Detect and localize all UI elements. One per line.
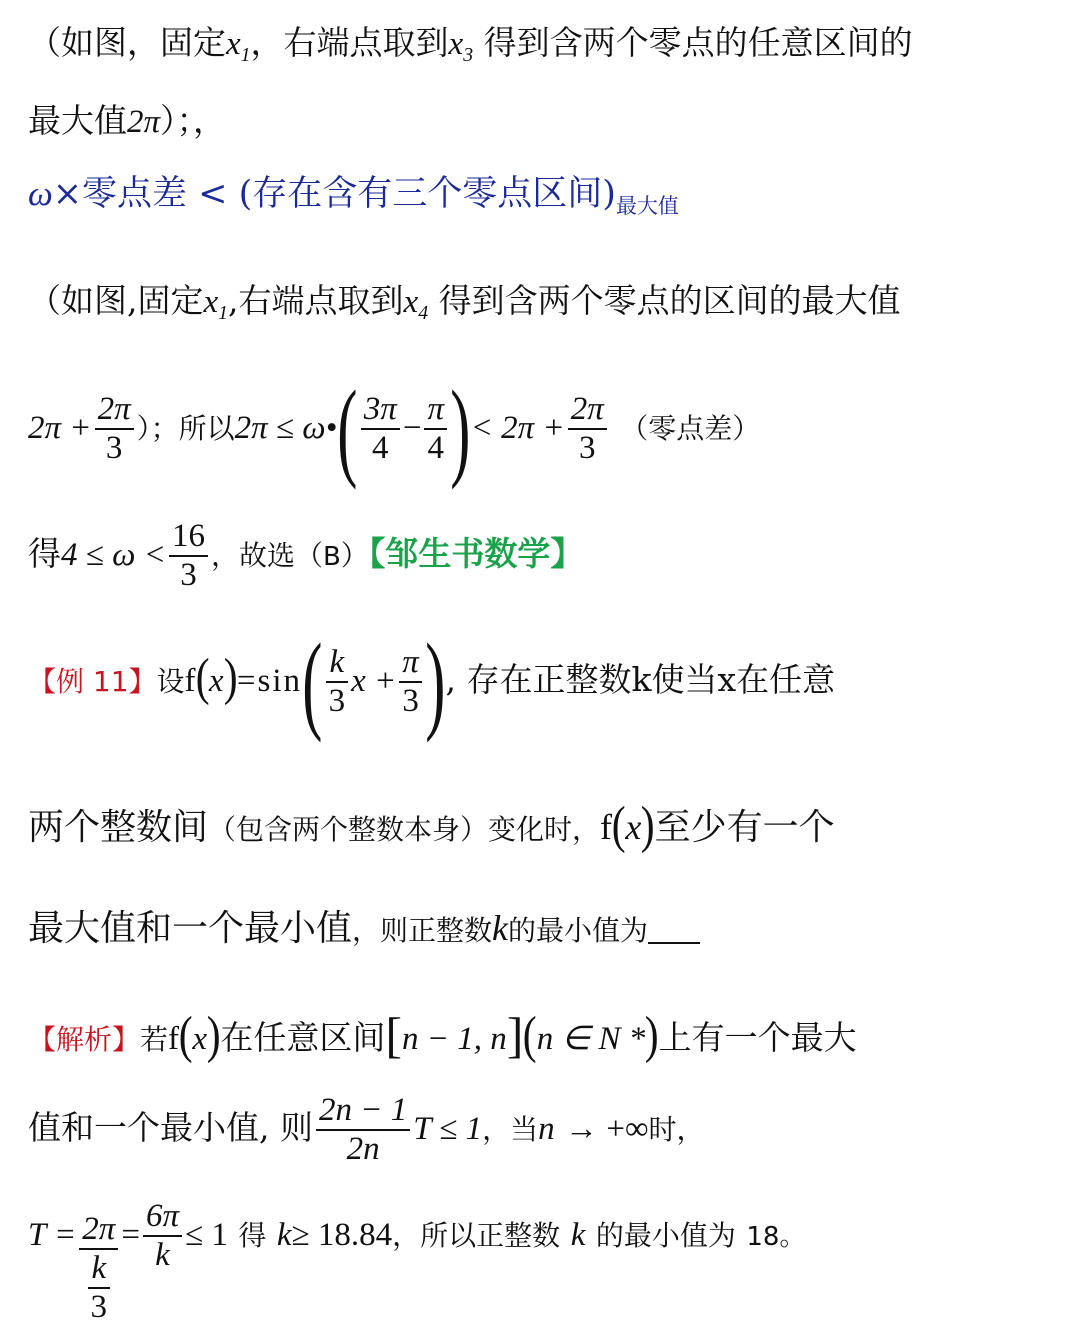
l9-text-c: 的最小值为 — [508, 914, 649, 947]
l10-x: x — [192, 1021, 208, 1057]
l5-frac-4-den: 3 — [578, 430, 596, 466]
l9-k: k — [492, 908, 509, 948]
l4-text-a: （如图,固定 — [28, 281, 204, 320]
l12-frac-1-inner-num: k — [88, 1250, 111, 1289]
l10-text-b: 在任意区间 — [220, 1018, 386, 1057]
l5-text-2: ）；所以 — [136, 412, 235, 445]
line-10 — [28, 1007, 857, 1064]
l5-frac-2-num: 3π — [361, 391, 400, 430]
l5-frac-1-num: 2π — [95, 391, 134, 430]
l11-frac-num: 2n − 1 — [316, 1092, 410, 1131]
l10-bracket-close: ] — [506, 1007, 524, 1063]
l12-frac-2 — [143, 1198, 182, 1274]
l10-text-c: 上有一个最大 — [658, 1018, 857, 1057]
l12-eq: = — [121, 1216, 140, 1253]
l1-x3-sub: 3 — [463, 43, 474, 66]
line-3 — [28, 176, 679, 217]
l4-x4-sub: 4 — [418, 301, 429, 324]
l2-text-a: 最大值 — [28, 101, 127, 140]
l4-x1-sub: 1 — [218, 301, 229, 324]
l3-text-a: ×零点差 < (存在含有三个零点区间) — [52, 174, 616, 214]
l12-frac-1 — [79, 1211, 118, 1326]
l12-text-e: 的最小值为 — [595, 1218, 736, 1252]
l6-text-a: 得 — [28, 533, 61, 573]
l7-frac-2 — [399, 644, 422, 720]
l3-omega: ω — [28, 174, 53, 213]
l5-term-1: 2π + — [28, 410, 92, 446]
l12-frac-1-inner-den: 3 — [90, 1288, 108, 1325]
l5-minus: − — [402, 410, 422, 446]
l5-term-3: 2π ≤ ω• — [234, 410, 338, 446]
l8-f: f — [600, 807, 613, 847]
l12-k2: k — [570, 1216, 586, 1253]
l7-right-paren: ) — [425, 621, 446, 743]
l6-frac-num: 16 — [169, 518, 208, 557]
l10-cond-open: ( — [523, 1007, 538, 1064]
brand-label: 【邹生书数学】 — [368, 533, 584, 573]
l12-text-a: ≤ 1 — [185, 1216, 228, 1253]
l5-right-paren: ) — [450, 368, 471, 490]
l3-subscript: 最大值 — [615, 194, 679, 218]
l7-sin: =sin — [236, 663, 302, 699]
line-4 — [28, 281, 901, 324]
l11-text-b: T ≤ 1 — [413, 1110, 483, 1147]
l10-paren-close: ) — [206, 1007, 221, 1064]
l12-text-c: ≥ 18.84 — [291, 1216, 393, 1253]
l5-frac-3 — [424, 391, 447, 467]
l1-text-a: （如图，固定 — [28, 23, 226, 62]
l1-x1 — [226, 26, 251, 66]
l1-text-b: ，右端点取到 — [250, 23, 449, 62]
l12-text-b: 得 — [238, 1218, 267, 1252]
line-9 — [28, 910, 700, 947]
l11-text-c: ，当 — [482, 1112, 539, 1146]
l11-text-a: 值和一个最小值, 则 — [28, 1107, 313, 1147]
l9-text-a: 最大值和一个最小值 — [28, 908, 353, 949]
l7-frac-2-den: 3 — [402, 683, 419, 719]
l8-paren-close: ) — [641, 797, 655, 854]
answer-blank — [648, 914, 700, 944]
l10-bracket-open: [ — [385, 1007, 402, 1063]
l5-frac-2-den: 4 — [372, 430, 389, 466]
l10-cond-close: ) — [645, 1007, 659, 1064]
l1-x1-var: x — [226, 26, 241, 62]
l4-x1 — [203, 284, 229, 324]
l8-x: x — [625, 807, 642, 847]
l11-text-e: 时， — [648, 1112, 705, 1146]
l9-text-b: ，则正整数 — [352, 914, 493, 947]
l4-x4-var: x — [403, 284, 419, 320]
l10-paren-open: ( — [178, 1007, 193, 1064]
l4-x4 — [403, 284, 429, 324]
l12-frac-2-num: 6π — [143, 1198, 182, 1237]
l7-paren-open: ( — [195, 649, 210, 706]
l12-frac-1-inner — [88, 1250, 111, 1326]
l6-frac-den: 3 — [180, 556, 197, 593]
final-answer: 18。 — [746, 1221, 806, 1252]
l12-frac-1-num: 2π — [79, 1211, 118, 1250]
l6-text-c: ） — [340, 538, 369, 572]
l10-f: f — [168, 1021, 180, 1057]
l10-condition: n ∈ N * — [536, 1021, 646, 1057]
l8-text-c: 至少有一个 — [654, 807, 835, 848]
line-7 — [28, 621, 836, 743]
l2-value: 2π — [127, 104, 161, 140]
l4-text-c: 得到含两个零点的区间的最大值 — [438, 281, 901, 320]
l5-left-paren: ( — [337, 368, 358, 490]
l11-n: n — [538, 1110, 555, 1147]
line-11 — [28, 1092, 705, 1168]
l6-frac — [169, 518, 208, 594]
l8-paren-open: ( — [611, 797, 626, 854]
l6-option: B — [322, 541, 341, 572]
l1-text-c: 得到含两个零点的任意区间的 — [483, 23, 913, 62]
l6-inequality: 4 ≤ ω < — [61, 536, 166, 573]
l4-text-b: ,右端点取到 — [228, 281, 404, 320]
l11-frac-den: 2n — [346, 1130, 380, 1167]
example-tag: 【例 11】 — [28, 665, 157, 698]
l11-text-d: → +∞ — [565, 1110, 649, 1147]
l5-frac-1 — [95, 391, 134, 467]
l10-text-a: 若 — [140, 1023, 169, 1056]
l5-term-4: < 2π + — [470, 410, 565, 446]
l6-text-b: ，故选（ — [210, 538, 323, 572]
l1-x3 — [448, 26, 474, 66]
l5-text-5: （零点差） — [620, 412, 761, 445]
line-2 — [28, 101, 227, 140]
l5-frac-3-den: 4 — [427, 430, 444, 466]
l5-frac-1-den: 3 — [105, 430, 123, 466]
l7-x: x — [208, 663, 224, 699]
l8-text-b: （包含两个整数本身）变化时， — [208, 813, 601, 846]
l5-frac-2 — [361, 391, 400, 467]
l2-text-b: ）；， — [160, 101, 227, 140]
l4-x1-var: x — [203, 284, 219, 320]
l1-x1-sub: 1 — [240, 43, 251, 66]
l8-text-a: 两个整数间 — [28, 807, 209, 848]
l7-frac-1 — [326, 644, 349, 720]
l7-f: f — [184, 663, 196, 699]
analysis-tag: 【解析】 — [28, 1023, 141, 1056]
l12-frac-2-den: k — [155, 1236, 170, 1273]
line-5 — [28, 368, 761, 490]
l5-frac-4-num: 2π — [568, 391, 607, 430]
l7-frac-1-den: 3 — [328, 683, 346, 719]
l7-plus: x + — [351, 663, 397, 699]
l11-frac — [316, 1092, 410, 1168]
l10-interval: n − 1, n — [402, 1021, 507, 1057]
l1-x3-var: x — [448, 26, 464, 62]
l12-frac-1-den — [79, 1250, 118, 1326]
line-1 — [28, 23, 913, 66]
l7-left-paren: ( — [302, 621, 323, 743]
l12-k: k — [276, 1216, 292, 1253]
line-12 — [28, 1198, 805, 1326]
l5-frac-4 — [568, 391, 607, 467]
l7-frac-1-num: k — [326, 644, 349, 683]
l12-T: T = — [28, 1216, 77, 1253]
l12-text-d: ，所以正整数 — [392, 1218, 561, 1252]
line-6 — [28, 518, 583, 594]
l7-text-a: 设 — [156, 665, 185, 698]
l5-frac-3-num: π — [424, 391, 447, 430]
l7-frac-2-num: π — [399, 644, 422, 683]
l7-paren-close: ) — [223, 649, 238, 706]
line-8 — [28, 797, 835, 854]
l7-text-b: , 存在正整数k使当x在任意 — [445, 660, 836, 699]
